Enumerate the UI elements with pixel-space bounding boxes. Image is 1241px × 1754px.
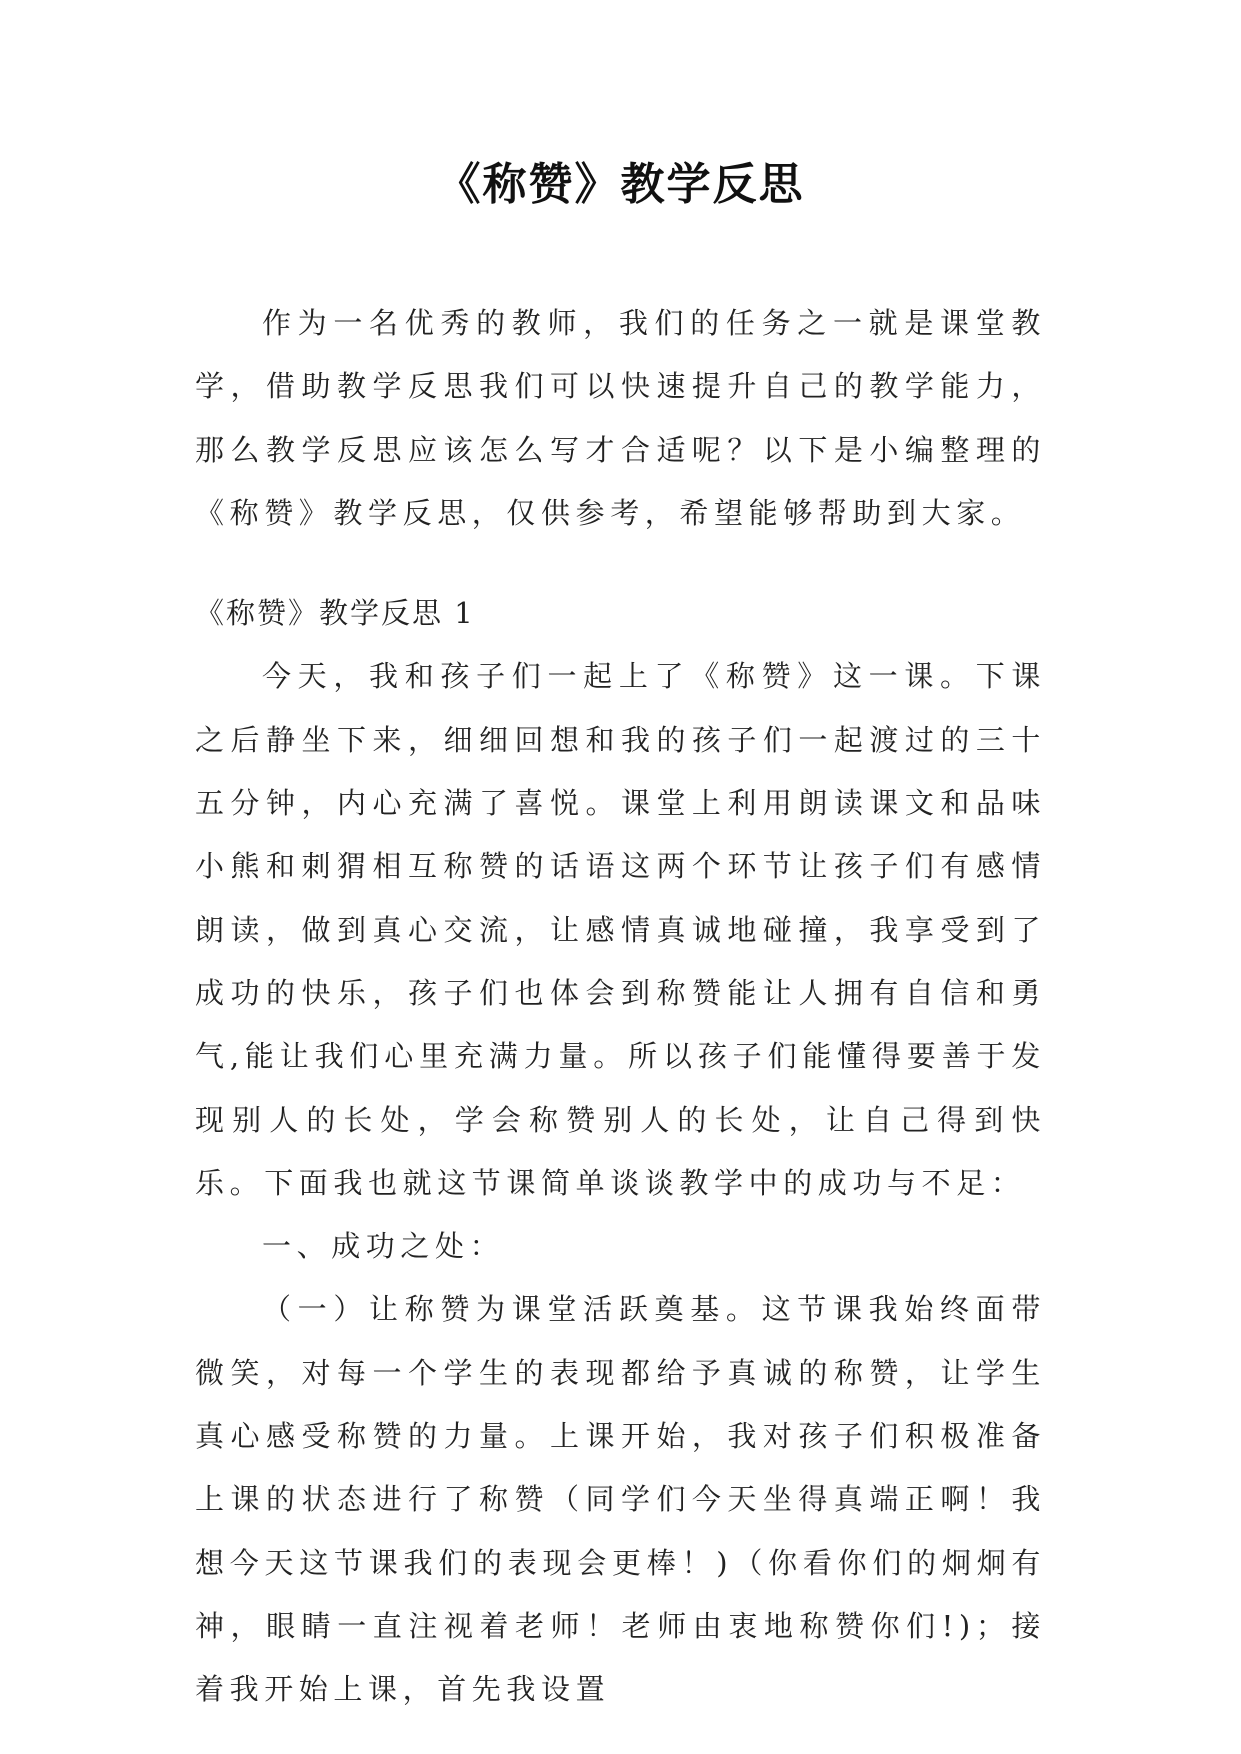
body-paragraph: （一）让称赞为课堂活跃奠基。这节课我始终面带微笑，对每一个学生的表现都给予真诚的称赞，让学生真心感受称赞的力量。上课开始，我对孩子们积极准备上课的状态进行了称赞（同学们今天坐得真端正啊！我想今天这节课我们的表现会更棒！)（你看你们的炯炯有神，眼睛一直注视着老师！老师由衷地称赞你们!)；接着我开始上课，首先我设置 (195, 1292, 1046, 1707)
intro-paragraph: 作为一名优秀的教师，我们的任务之一就是课堂教学，借助教学反思我们可以快速提升自己的教学能力，那么教学反思应该怎么写才合适呢？以下是小编整理的《称赞》教学反思，仅供参考，希望能够帮助到大家。 (195, 306, 1046, 530)
document-title: 《称赞》教学反思 (436, 159, 805, 210)
subsection-heading: 一、成功之处： (262, 1229, 505, 1264)
section-heading: 《称赞》教学反思 1 (195, 596, 475, 631)
body-paragraph: 今天，我和孩子们一起上了《称赞》这一课。下课之后静坐下来，细细回想和我的孩子们一起渡过的三十五分钟，内心充满了喜悦。课堂上利用朗读课文和品味小熊和刺猬相互称赞的话语这两个环节让孩子们有感情朗读，做到真心交流，让感情真诚地碰撞，我享受到了成功的快乐，孩子们也体会到称赞能让人拥有自信和勇气,能让我们心里充满力量。所以孩子们能懂得要善于发现别人的长处，学会称赞别人的长处，让自己得到快乐。下面我也就这节课简单谈谈教学中的成功与不足： (195, 659, 1046, 1200)
